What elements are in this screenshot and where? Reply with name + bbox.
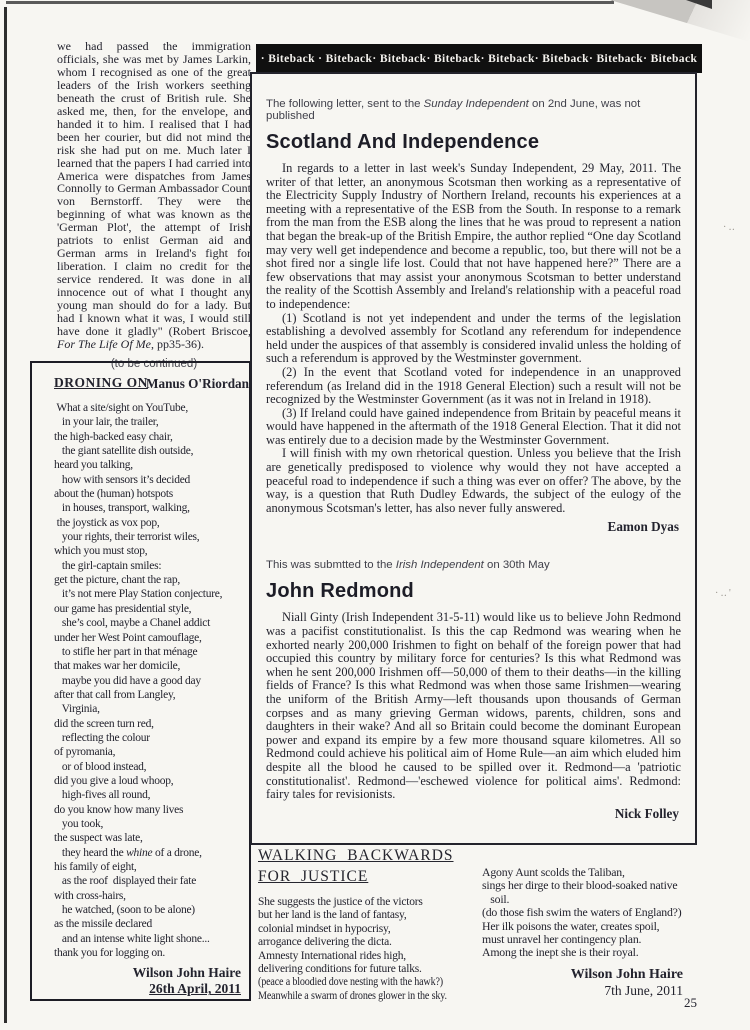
scan-edge-top <box>6 1 614 4</box>
poem-line: which you must stop, <box>54 545 148 558</box>
scan-artifact: ·‥' <box>715 588 733 599</box>
poem-line: heard you talking, <box>54 459 133 472</box>
scan-edge-left <box>4 7 7 1023</box>
poem-line: (do those fish swim the waters of England?) <box>482 905 682 920</box>
page-corner-curl <box>610 0 750 42</box>
poem-line: colonial mindset in hypocrisy, <box>258 922 391 935</box>
walking-backwards-title-line2: FOR JUSTICE <box>258 868 369 885</box>
poem-line: in houses, transport, walking, <box>54 502 190 515</box>
poem-line: She suggests the justice of the victors <box>258 896 423 908</box>
article-paragraph: (3) If Ireland could have gained independence from Britain by peaceful means it would have happened in the aftermath of the 1918 General Election. That it did not was entirely due to a decision made by the Westminster Government. <box>266 405 681 447</box>
poem-line: do you know how many lives <box>54 803 184 816</box>
poem-line: she’s cool, maybe a Chanel addict <box>54 617 211 630</box>
poem-line: that makes war her domicile, <box>54 660 181 673</box>
walking-backwards-title-line1: WALKING BACKWARDS <box>258 847 454 864</box>
poem-line: reflecting the colour <box>54 731 150 744</box>
poem-line: how with sensors it’s decided <box>54 473 191 486</box>
poem-line: with cross-hairs, <box>54 889 126 902</box>
poem-line: you took, <box>54 817 104 830</box>
redmond-article-title: John Redmond <box>266 580 414 603</box>
page-number: 25 <box>684 995 697 1010</box>
poem-line: about the (human) hotspots <box>54 488 174 501</box>
scotland-article-title: Scotland And Independence <box>266 131 540 153</box>
poem-line: the joystick as vox pop, <box>54 516 160 529</box>
poem-line: sings her dirge to their blood-soaked native <box>482 878 678 893</box>
poem-line: What a site/sight on YouTube, <box>54 402 189 414</box>
poem-line: in your lair, the trailer, <box>54 416 159 429</box>
poem-line: and an intense white light shone... <box>54 932 210 945</box>
poem-date: 7th June, 2011 <box>604 982 683 998</box>
poem-line: soil. <box>482 891 510 906</box>
poem-line: (peace a bloodied dove nesting with the hawk?) <box>258 976 443 989</box>
poem-line: of pyromania, <box>54 746 116 759</box>
article-paragraph: I will finish with my own rhetorical question. Unless you believe that the Irish are genetically predisposed to violence why would they not have accepted a peaceful road to independence if such a thing was ever on offer? The above, by the way, is a question that Ruth Dudley Edwards, the subject of the eulogy of the anonymous Scotsman's letter, has also never fully answered. <box>266 446 681 515</box>
poem-line: our game has presidential style, <box>54 602 192 615</box>
poem-line: get the picture, chant the rap, <box>54 574 181 587</box>
poem-line: the giant satellite dish outside, <box>54 445 194 458</box>
article-paragraph: (2) In the event that Scotland voted for independence in an unapproved referendum (as Ireland did in the 1918 General Election) such a result will not be recognized by the Westminster Government (as it was not in Ireland in 1918). <box>266 364 681 407</box>
redmond-letter-intro: This was submtted to the Irish Independent on 30th May <box>266 559 550 572</box>
left-column <box>57 40 251 392</box>
poem-line: as the roof displayed their fate <box>54 875 197 888</box>
poem-line: it’s not mere Play Station conjecture, <box>54 588 223 601</box>
biteback-header-bar: · Biteback · Biteback· Biteback· Biteback· Biteback· Biteback· Biteback· Biteback <box>256 44 702 73</box>
droning-on-title: DRONING ON <box>54 375 148 390</box>
poem-line: to stifle her part in that ménage <box>54 645 198 658</box>
poem-line: high-fives all round, <box>54 789 151 802</box>
poem-line: must unravel her contingency plan. <box>482 932 642 947</box>
poem-line: did the screen turn red, <box>54 717 154 730</box>
poem-line: as the missile declared <box>54 918 153 931</box>
poem-line: did you give a loud whoop, <box>54 774 174 787</box>
signature-wilson-john-haire: Wilson John Haire <box>570 966 683 982</box>
poem-line: after that call from Langley, <box>54 688 176 701</box>
scotland-article-body <box>266 162 681 515</box>
poem-line: your rights, their terrorist wiles, <box>54 531 200 544</box>
poem-line: or of blood instead, <box>54 760 147 773</box>
poem-line: his family of eight, <box>54 861 137 873</box>
signature-wilson-john-haire: Wilson John Haire <box>132 965 241 981</box>
poem-line: Meanwhile a swarm of drones glower in the sky. <box>258 989 447 1002</box>
poem-line: Agony Aunt scolds the Taliban, <box>482 865 625 879</box>
poem-line: thank you for logging on. <box>54 947 165 960</box>
article-paragraph: In regards to a letter in last week's Sunday Independent, 29 May, 2011. The writer of that letter, an anonymous Scotsman then working as a representative of the Electricity Supply Industry of Northern Ireland, recounts his experiences at a meeting with a representative of the ESB from the South. In response to a remark from the man from the ESB along the lines that he was proud to represent a nation that began the break-up of the British Empire, the author replied “One day Scotland may very well get independence and become a republic, too, but there will not be a shot fired nor a single life lost. Could that not have happened here?” There are a few observations that may assist your anonymous Scotsman to better understand the reality of the Scottish Assembly and Ireland's relationship with a peaceful road to independence: <box>266 161 681 311</box>
poem-line: Virginia, <box>54 703 100 716</box>
article-paragraph: Niall Ginty (Irish Independent 31-5-11) would like us to believe John Redmond was a pacifist constitutionalist. Is this the cap Redmond was wearing when he exhorted nearly 200,000 Irishmen to fight on behalf of the foreign power that had occupied this country by military force for centuries? Is this what Redmond was when he sent 200,000 Irishmen off—50,000 of them to their deaths—in the killing fields of France? Is this what Redmond was when those same Irishmen—wearing the uniform of the British Army—left thousands upon thousands of German corpses and as many grieving German widows, parents, children, sons and daughters in their wake? And all so Britain could become the dominant European power and expand its empire by a few more thousand square kilometres. All so Redmond could achieve his political aim of Home Rule—an aim which eluded him despite all the blood he caused to be spilled over it. Redmond—a 'patriotic constitutionalist'. Redmond—'eschewed violence for political aims'. Redmond: fairy tales for revisionists. <box>266 610 681 802</box>
scan-artifact: ·‥ <box>723 222 737 233</box>
poem-line: but her land is the land of fantasy, <box>258 909 407 922</box>
poem-line: maybe you did have a good day <box>54 674 201 687</box>
signature-manus-oriordan: Manus O'Riordan <box>146 375 249 391</box>
poem-line: delivering conditions for future talks. <box>258 963 422 976</box>
walking-backwards-section <box>258 845 472 1003</box>
poem-line: Among the inept she is their royal. <box>482 945 639 960</box>
poem-line: Amnesty International rides high, <box>258 949 406 962</box>
poem-line: Her ilk poisons the water, creates spoil, <box>482 918 660 933</box>
poem-line: they heard the whine of a drone, <box>54 846 202 859</box>
poem-date: 26th April, 2011 <box>149 981 241 997</box>
signature-nick-folley: Nick Folley <box>614 805 679 821</box>
letters-box <box>250 72 697 845</box>
poem-line: the girl-captain smiles: <box>54 559 162 572</box>
poem-line: he watched, (soon to be alone) <box>54 904 195 917</box>
walking-backwards-continuation <box>482 866 683 999</box>
article-paragraph: (1) Scotland is not yet independent and under the terms of the legislation establishing a devolved assembly for Scotland any referendum for independence held under the auspices of that assembly is considered invalid unless the holding of such a referendum is approved by the Westminster government. <box>266 310 681 366</box>
walking-poem-left <box>258 896 472 1003</box>
to-be-continued-note: (to be continued) <box>110 357 198 370</box>
droning-on-box <box>30 361 251 1001</box>
poem-line: the suspect was late, <box>54 832 143 845</box>
poem-line: under her West Point camouflage, <box>54 631 202 644</box>
droning-on-poem <box>54 401 243 960</box>
redmond-article-body <box>266 611 681 801</box>
signature-eamon-dyas: Eamon Dyas <box>607 519 679 535</box>
scotland-letter-intro: The following letter, sent to the Sunday Independent on 2nd June, was not published <box>266 98 641 122</box>
poem-line: the high-backed easy chair, <box>54 430 173 443</box>
briscoe-quote-paragraph: we had passed the immigration officials, she was met by James Larkin, whom I recognised as one of the great leaders of the Irish workers seething beneath the crust of British rule. She asked me, then, for the envelope, and handed it to him. I realised that I had been her courier, but did not mind the risk she had put on me. Much later I learned that the papers I had carried into America were dispatches from James Connolly to German Ambassador Count von Bernstorff. They were the beginning of what was known as the 'German Plot', the attempt of Irish patriots to enlist German aid and German arms in Ireland's fight for liberation. I claim no credit for the service rendered. It was done in all innocence out of what I thought any young man should do for a lady. But had I known what it was, I would still have done it gladly" (Robert Briscoe, For The Life Of Me, pp35-36). <box>57 39 251 351</box>
walking-poem-right <box>482 866 683 960</box>
poem-line: arrogance delivering the dicta. <box>258 936 392 949</box>
